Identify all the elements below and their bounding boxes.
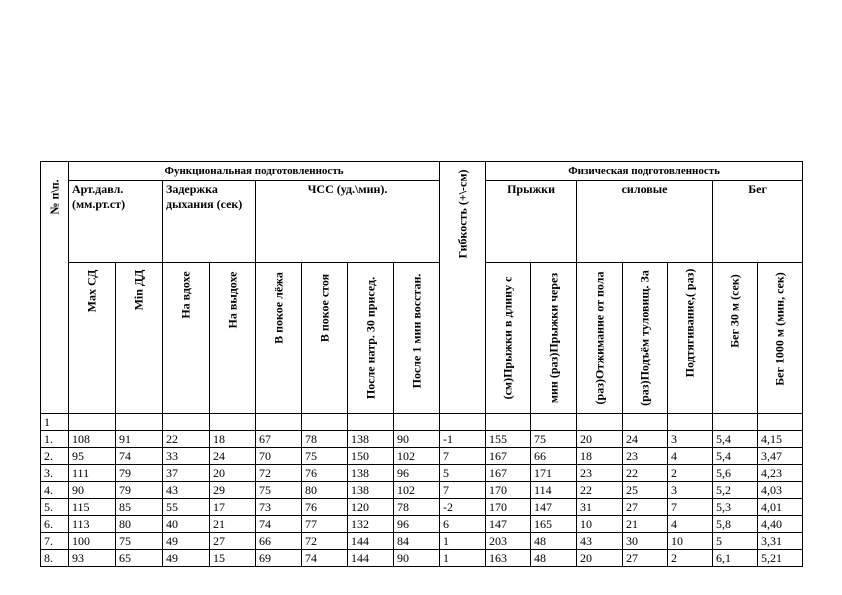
table-row <box>41 499 803 516</box>
leaf-header: В покое стоя <box>302 263 348 414</box>
table-cell: 23 <box>623 448 668 465</box>
table-cell: 69 <box>256 550 302 567</box>
table-cell: 6 <box>440 516 486 533</box>
table-row <box>41 516 803 533</box>
table-cell: 27 <box>210 533 256 550</box>
table-cell: 4. <box>41 482 69 499</box>
table-cell: 165 <box>531 516 577 533</box>
table-cell: 3 <box>668 431 713 448</box>
table-cell: 49 <box>163 533 210 550</box>
table-cell: 20 <box>577 550 623 567</box>
table-cell: 93 <box>69 550 116 567</box>
table-cell: 5,8 <box>713 516 758 533</box>
table-cell: 79 <box>116 482 163 499</box>
table-cell: 76 <box>302 499 348 516</box>
table-cell: 18 <box>210 431 256 448</box>
table-cell: 100 <box>69 533 116 550</box>
table-cell: 102 <box>394 482 440 499</box>
table-cell: 90 <box>394 550 440 567</box>
table-cell: 24 <box>210 448 256 465</box>
table-cell: 27 <box>623 499 668 516</box>
table-cell: 5,3 <box>713 499 758 516</box>
table-row <box>41 482 803 499</box>
table-cell: 37 <box>163 465 210 482</box>
table-cell: 74 <box>302 550 348 567</box>
table-cell: 4,23 <box>758 465 803 482</box>
table-cell: 170 <box>486 482 531 499</box>
table-cell: 48 <box>531 550 577 567</box>
table-cell: 2 <box>668 465 713 482</box>
table-cell: 7. <box>41 533 69 550</box>
table-row <box>41 533 803 550</box>
table-cell: 167 <box>486 465 531 482</box>
table-cell: 30 <box>623 533 668 550</box>
art-header: Арт.давл. (мм.рт.ст) <box>69 181 163 263</box>
table-cell: 2 <box>668 550 713 567</box>
table-cell: 23 <box>577 465 623 482</box>
table-cell: 73 <box>256 499 302 516</box>
table-cell: 3 <box>668 482 713 499</box>
table-cell: 7 <box>440 448 486 465</box>
leaf-header: Min ДД <box>116 263 163 414</box>
table-cell: 20 <box>577 431 623 448</box>
column-number-cell: 1 <box>41 414 69 431</box>
table-cell: 7 <box>440 482 486 499</box>
table-cell: 1 <box>440 550 486 567</box>
table-cell: 78 <box>394 499 440 516</box>
table-cell: 85 <box>116 499 163 516</box>
table-cell: 10 <box>577 516 623 533</box>
table-cell: 21 <box>623 516 668 533</box>
table-cell: 75 <box>116 533 163 550</box>
table-cell: 4 <box>668 516 713 533</box>
table-cell: 163 <box>486 550 531 567</box>
table-cell: 6,1 <box>713 550 758 567</box>
table-cell: 4,15 <box>758 431 803 448</box>
table-cell: 90 <box>69 482 116 499</box>
leaf-header: После 1 мин восстан. <box>394 263 440 414</box>
table-cell: 25 <box>623 482 668 499</box>
table-cell: 5,4 <box>713 448 758 465</box>
table-cell: 72 <box>302 533 348 550</box>
table-cell: 76 <box>302 465 348 482</box>
table-cell: 144 <box>348 533 394 550</box>
table-cell: 4,01 <box>758 499 803 516</box>
subgroup-header-row <box>41 181 803 263</box>
leaf-header: После натр. 30 присед. <box>348 263 394 414</box>
leaf-header-row <box>41 263 803 414</box>
table-cell: 132 <box>348 516 394 533</box>
table-cell: 1 <box>440 533 486 550</box>
table-cell: 70 <box>256 448 302 465</box>
table-cell: 74 <box>256 516 302 533</box>
column-number-row <box>41 414 803 431</box>
table-cell: 7 <box>668 499 713 516</box>
table-cell: 5,21 <box>758 550 803 567</box>
table-cell: 67 <box>256 431 302 448</box>
table-cell: 115 <box>69 499 116 516</box>
fitness-table <box>40 161 803 567</box>
table-cell: 72 <box>256 465 302 482</box>
table-cell: 167 <box>486 448 531 465</box>
table-cell: 33 <box>163 448 210 465</box>
table-cell: 66 <box>256 533 302 550</box>
table-cell: 10 <box>668 533 713 550</box>
table-row <box>41 550 803 567</box>
table-cell: 66 <box>531 448 577 465</box>
table-cell: 138 <box>348 465 394 482</box>
table-cell: 203 <box>486 533 531 550</box>
leaf-header: В покое лёжа <box>256 263 302 414</box>
table-cell: 4,40 <box>758 516 803 533</box>
strength-header: силовые <box>577 181 713 263</box>
table-cell: 144 <box>348 550 394 567</box>
table-cell: 65 <box>116 550 163 567</box>
table-cell: 150 <box>348 448 394 465</box>
table-cell: 138 <box>348 431 394 448</box>
hr-header: ЧСС (уд.\мин). <box>256 181 440 263</box>
table-cell: 31 <box>577 499 623 516</box>
leaf-header: (раз)Подъём туловищ. За <box>623 263 668 414</box>
flex-header: Гибкость (+\-см) <box>440 162 486 414</box>
leaf-header: (раз)Отжимание от пола <box>577 263 623 414</box>
leaf-header: Бег 30 м (сек) <box>713 263 758 414</box>
table-cell: 138 <box>348 482 394 499</box>
table-cell: 29 <box>210 482 256 499</box>
table-cell: 79 <box>116 465 163 482</box>
table-cell: 22 <box>577 482 623 499</box>
table-cell: 96 <box>394 516 440 533</box>
table-cell: 49 <box>163 550 210 567</box>
table-cell: 3. <box>41 465 69 482</box>
table-cell: -2 <box>440 499 486 516</box>
table-cell: 27 <box>623 550 668 567</box>
table-cell: 90 <box>394 431 440 448</box>
table-cell: 114 <box>531 482 577 499</box>
table-cell: 24 <box>623 431 668 448</box>
table-cell: 84 <box>394 533 440 550</box>
table-cell: 80 <box>116 516 163 533</box>
table-cell: 171 <box>531 465 577 482</box>
leaf-header: (см)Прыжки в длину с <box>486 263 531 414</box>
leaf-header: На вдохе <box>163 263 210 414</box>
table-cell: 40 <box>163 516 210 533</box>
breath-header: Задержка дыхания (сек) <box>163 181 256 263</box>
table-cell: 75 <box>256 482 302 499</box>
leaf-header: мин (раз)Прыжки через <box>531 263 577 414</box>
table-cell: 17 <box>210 499 256 516</box>
table-cell: 43 <box>577 533 623 550</box>
table-row <box>41 448 803 465</box>
table-cell: 120 <box>348 499 394 516</box>
table-cell: 6. <box>41 516 69 533</box>
leaf-header: Мах СД <box>69 263 116 414</box>
leaf-header: На выдохе <box>210 263 256 414</box>
jumps-header: Прыжки <box>486 181 577 263</box>
run-header: Бег <box>713 181 803 263</box>
table-cell: 22 <box>163 431 210 448</box>
leaf-header: Бег 1000 м (мин, сек) <box>758 263 803 414</box>
table-row <box>41 431 803 448</box>
table-cell: 43 <box>163 482 210 499</box>
num-header: № п\п. <box>41 162 69 414</box>
table-cell: 75 <box>302 448 348 465</box>
phys-group-header: Физическая подготовленность <box>486 162 803 181</box>
group-header-row <box>41 162 803 181</box>
table-cell: 5 <box>713 533 758 550</box>
table-cell: 91 <box>116 431 163 448</box>
table-cell: 75 <box>531 431 577 448</box>
table-cell: 108 <box>69 431 116 448</box>
table-cell: 155 <box>486 431 531 448</box>
table-cell: -1 <box>440 431 486 448</box>
table-cell: 1. <box>41 431 69 448</box>
table-cell: 102 <box>394 448 440 465</box>
table-row <box>41 465 803 482</box>
table-cell: 48 <box>531 533 577 550</box>
table-cell: 5. <box>41 499 69 516</box>
table-cell: 96 <box>394 465 440 482</box>
table-cell: 3,47 <box>758 448 803 465</box>
table-cell: 20 <box>210 465 256 482</box>
table-cell: 22 <box>623 465 668 482</box>
leaf-header: Подтягивание,( раз) <box>668 263 713 414</box>
table-cell: 111 <box>69 465 116 482</box>
table-cell: 95 <box>69 448 116 465</box>
table-cell: 77 <box>302 516 348 533</box>
table-cell: 113 <box>69 516 116 533</box>
table-cell: 21 <box>210 516 256 533</box>
table-cell: 3,31 <box>758 533 803 550</box>
table-cell: 74 <box>116 448 163 465</box>
func-group-header: Функциональная подготовленность <box>69 162 440 181</box>
table-cell: 5,2 <box>713 482 758 499</box>
table-cell: 170 <box>486 499 531 516</box>
table-cell: 5,4 <box>713 431 758 448</box>
table-cell: 55 <box>163 499 210 516</box>
table-cell: 147 <box>531 499 577 516</box>
table-cell: 78 <box>302 431 348 448</box>
table-cell: 4,03 <box>758 482 803 499</box>
table-cell: 15 <box>210 550 256 567</box>
table-cell: 8. <box>41 550 69 567</box>
table-cell: 4 <box>668 448 713 465</box>
table-cell: 147 <box>486 516 531 533</box>
table-cell: 80 <box>302 482 348 499</box>
table-cell: 2. <box>41 448 69 465</box>
table-cell: 18 <box>577 448 623 465</box>
table-cell: 5,6 <box>713 465 758 482</box>
table-cell: 5 <box>440 465 486 482</box>
